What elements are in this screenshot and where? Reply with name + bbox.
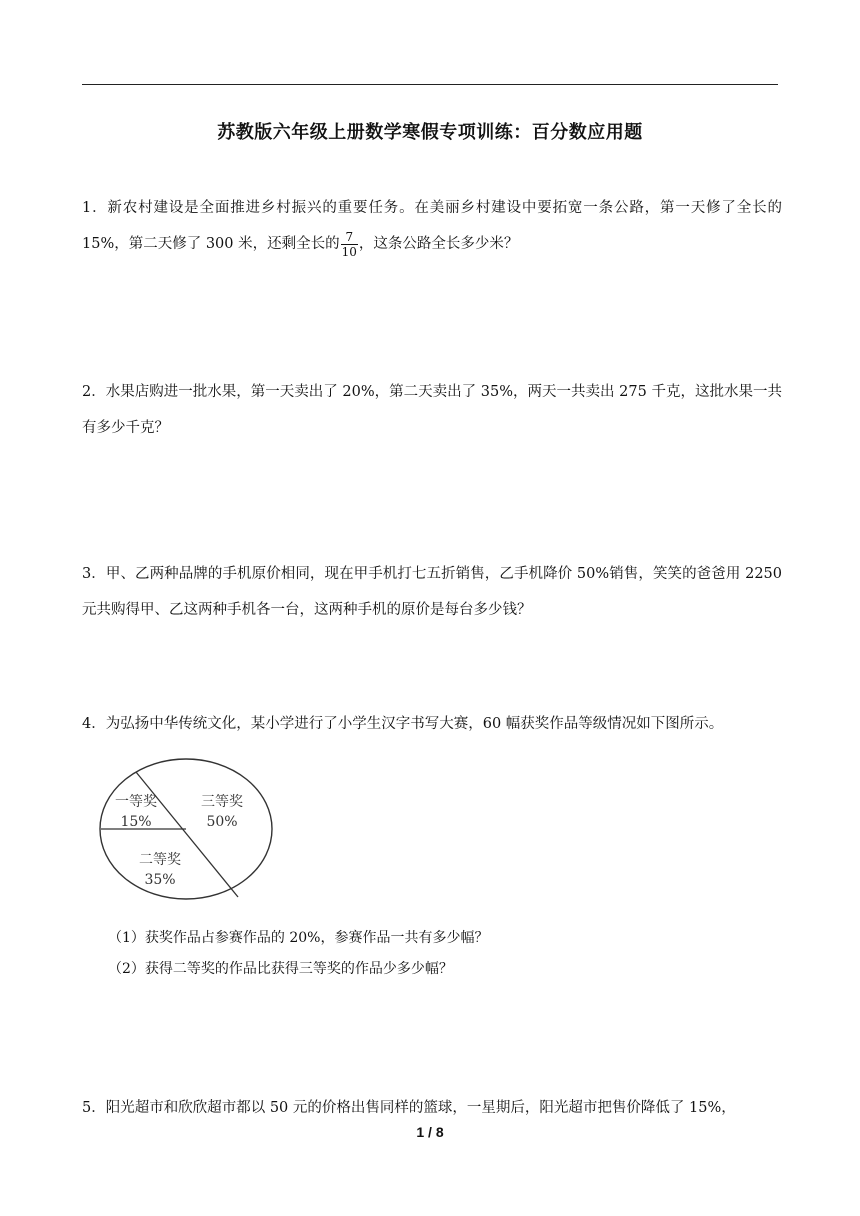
question-4-part-1: （1）获奖作品占参赛作品的 20%，参赛作品一共有多少幅？ (108, 930, 489, 946)
fraction-denominator: 10 (341, 244, 357, 259)
question-4: 4．为弘扬中华传统文化，某小学进行了小学生汉字书写大赛，60 幅获奖作品等级情况如下图所示。 (82, 716, 724, 732)
slice-second-prize-value: 35% (144, 872, 176, 888)
page-title: 苏教版六年级上册数学寒假专项训练：百分数应用题 (217, 122, 643, 143)
question-1 (82, 190, 782, 262)
page-number: 1 / 8 (416, 1124, 444, 1140)
question-4-part-2: （2）获得二等奖的作品比获得三等奖的作品少多少幅？ (108, 961, 453, 977)
slice-first-prize-value: 15% (120, 814, 152, 830)
question-1-text: 1．新农村建设是全面推进乡村振兴的重要任务。在美丽乡村建设中要拓宽一条公路，第一天修了全长的 15%，第二天修了 300 米，还剩全长的 (82, 200, 782, 252)
award-pie-chart (98, 756, 280, 902)
slice-second-prize-label: 二等奖 (139, 852, 181, 868)
question-3: 3．甲、乙两种品牌的手机原价相同，现在甲手机打七五折销售，乙手机降价 50%销售，笑笑的爸爸用 2250 元共购得甲、乙这两种手机各一台，这两种手机的原价是每台多少钱？ (82, 566, 782, 618)
question-1-text-end: ，这条公路全长多少米？ (358, 236, 519, 252)
slice-first-prize-label: 一等奖 (115, 794, 157, 810)
fraction-numerator: 7 (341, 230, 358, 245)
question-5: 5．阳光超市和欣欣超市都以 50 元的价格出售同样的篮球，一星期后，阳光超市把售价降低了 15%， (82, 1100, 736, 1116)
fraction-7-10 (341, 230, 358, 259)
slice-third-prize-value: 50% (206, 814, 238, 830)
slice-third-prize-label: 三等奖 (201, 794, 243, 810)
question-2: 2．水果店购进一批水果，第一天卖出了 20%，第二天卖出了 35%，两天一共卖出 275 千克，这批水果一共有多少千克？ (82, 384, 782, 436)
header-rule (82, 84, 778, 85)
